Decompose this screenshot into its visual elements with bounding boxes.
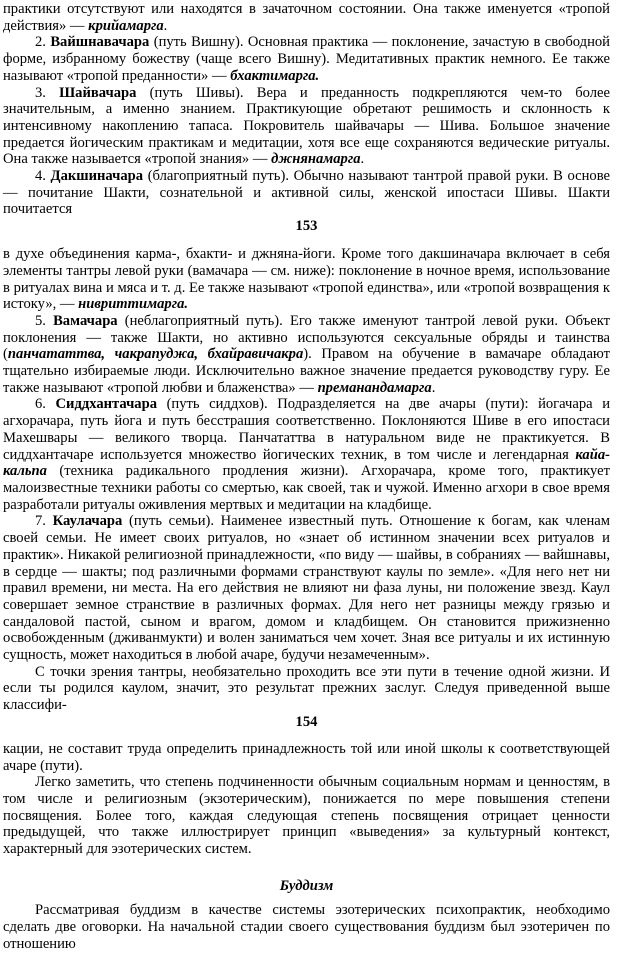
text-run: . xyxy=(360,151,365,168)
text-run: С точки зрения тантры, необязательно проходить все эти пути в течение одной жизни. И если ты родился каулом, значит, это результат прежних заслуг. Следуя приведенной выше классифи- xyxy=(3,663,610,714)
text-run: (путь Шивы). Вера и преданность подкрепляются чем-то более значительным, а именно знанием. Практикующие обретают решимость и склонность к интенсивному накоплению тапаса. Покровитель шайвачары — Шива. Большое значение предается йогическим практикам и медитации, хотя все еще сохраняются ведические ритуалы. Она также называется «тропой знания» — xyxy=(3,84,611,168)
paragraph-kaulachara xyxy=(3,513,610,663)
paragraph-vamachara xyxy=(3,313,610,397)
paragraph-vaishnavachara xyxy=(3,34,610,84)
emphasized-term: кайа-кальпа xyxy=(3,446,610,480)
text-run: 7. xyxy=(35,513,53,530)
page-number: 154 xyxy=(295,713,318,730)
text-run: Легко заметить, что степень подчиненности обычным социальным нормам и ценностям, в том числе и религиозным (экзотерическим), понижается по мере повышения степени посвящения. Более того, каждая следующая степень посвящения отрицает ценности предыдущей, что также иллюстрирует принцип «выведения» за культурный контекст, характерный для эзотерических систем. xyxy=(3,774,610,858)
text-run: (техника радикального продления жизни). Агхорачара, кроме того, практикует малоизвестные техники работы со смертью, как своей, так и чужой. Именно агхори в свое время разработали ритуалы оживления мертвых и медитации на кладбище. xyxy=(3,463,610,513)
section-heading: Буддизм xyxy=(279,877,334,894)
text-run: . xyxy=(431,379,436,396)
text-run: (путь Вишну). Основная практика — поклонение, зачастую в свободной форме, избранному божеству (чаще всего Вишну). Медитативных практик немного. Ее также называют «тропой преданности» — xyxy=(3,34,610,84)
text-run: 2. xyxy=(35,34,51,51)
text-run: (путь семьи). Наименее известный путь. Отношение к богам, как членам своей семьи. Не имеет своих ритуалов, но «знает об истинном значении всех ритуалов и практик». Никакой религиозной принадлежности, «по виду — шайвы, в собраниях — вайшнавы, в сердце — шакты; под различными формами странствуют каулы по земле». «Для него нет ни правил времени, ни места. На его действия не влияют ни фаза луны, ни положение звезд. Каул совершает земное странствие в различных формах. Для него нет разницы между грязью и сандаловой пастой, сыном и врагом, домом и кладбищем. Он становится прижизненно освобожденным (дживанмукти) и волен заниматься чем хочет. Зная все ритуалы и их истинную сущность, может находиться в любой ачаре, будучи незамеченным». xyxy=(3,513,611,664)
text-run: 6. xyxy=(35,396,56,413)
text-run: 4. xyxy=(35,168,51,185)
emphasized-term: панчататтва, чакрапуджа, бхайравичакра xyxy=(7,346,304,363)
text-run: . xyxy=(163,17,168,34)
bold-term: Каулачара xyxy=(52,513,123,530)
bold-term: Дакшиначара xyxy=(50,168,144,185)
emphasized-term: преманандамарга xyxy=(317,379,432,396)
text-run: практики отсутствуют или находятся в зачаточном состоянии. Она также именуется «тропой действия» — xyxy=(3,1,610,34)
paragraph-shaivachara xyxy=(3,85,610,169)
paragraph-dakshinachara-continued xyxy=(3,246,610,313)
emphasized-term: бхактимарга. xyxy=(230,67,320,84)
emphasized-term: крийамарга xyxy=(88,17,164,34)
paragraph-siddhantachara xyxy=(3,396,610,513)
text-run: (неблагоприятный путь). Его также именуют тантрой левой руки. Объект поклонения — также Шакти, но активно используются сексуальные обряды и таинства ( xyxy=(3,312,611,363)
paragraph-tantra-view xyxy=(3,664,610,714)
text-run: кации, не составит труда определить принадлежность той или иной школы к соответствующей ачаре (пути). xyxy=(3,740,610,774)
text-run: Рассматривая буддизм в качестве системы эзотерических психопрактик, необходимо сделать две оговорки. На начальной стадии своего существования буддизм был эзотеричен по отношению xyxy=(3,902,610,952)
paragraph-intro xyxy=(3,1,610,34)
bold-term: Вайшнавачара xyxy=(50,34,150,51)
text-run: в духе объединения карма-, бхакти- и джняна-йоги. Кроме того дакшиначара включает в себя элементы тантры левой руки (вамачара — см. ниже): поклонение в ночное время, использование в ритуалах вина и мяса и т. д. Ее также называют «тропой единства», или «тропой возвращения к истоку», — xyxy=(3,246,610,313)
page-number: 153 xyxy=(295,218,318,235)
bold-term: Вамачара xyxy=(53,312,118,329)
emphasized-term: джнянамарга xyxy=(271,151,361,168)
paragraph-subordination xyxy=(3,774,610,858)
text-run: 5. xyxy=(35,312,54,329)
bold-term: Сиддхантачара xyxy=(55,396,158,413)
paragraph-classification-continued xyxy=(3,741,610,774)
bold-term: Шайвачара xyxy=(59,84,137,101)
text-run: 3. xyxy=(35,84,60,101)
text-run: (путь сиддхов). Подразделяется на две ачары (пути): йогачара и агхорачара, путь йога и путь бесстрашия соответственно. Поклоняются Шиве в его ипостаси Махешвары — великого творца. Панчататтва в натуральном виде не практикуется. В сиддхантачаре используется множество йогических техник, в том числе и легендарная xyxy=(3,396,610,463)
text-run: (благоприятный путь). Обычно называют тантрой правой руки. В основе — почитание Шакти, сознательной и активной силы, женской ипостаси Шивы. Шакти почитается xyxy=(3,168,610,218)
text-run: ). Правом на обучение в вамачаре обладают тщательно избираемые люди. Исключительно важное значение предается руководству гуру. Ее также называют «тропой любви и блаженства» — xyxy=(3,346,611,396)
paragraph-dakshinachara xyxy=(3,168,610,218)
paragraph-buddhism xyxy=(3,902,610,952)
emphasized-term: нивриттимарга. xyxy=(78,296,189,313)
